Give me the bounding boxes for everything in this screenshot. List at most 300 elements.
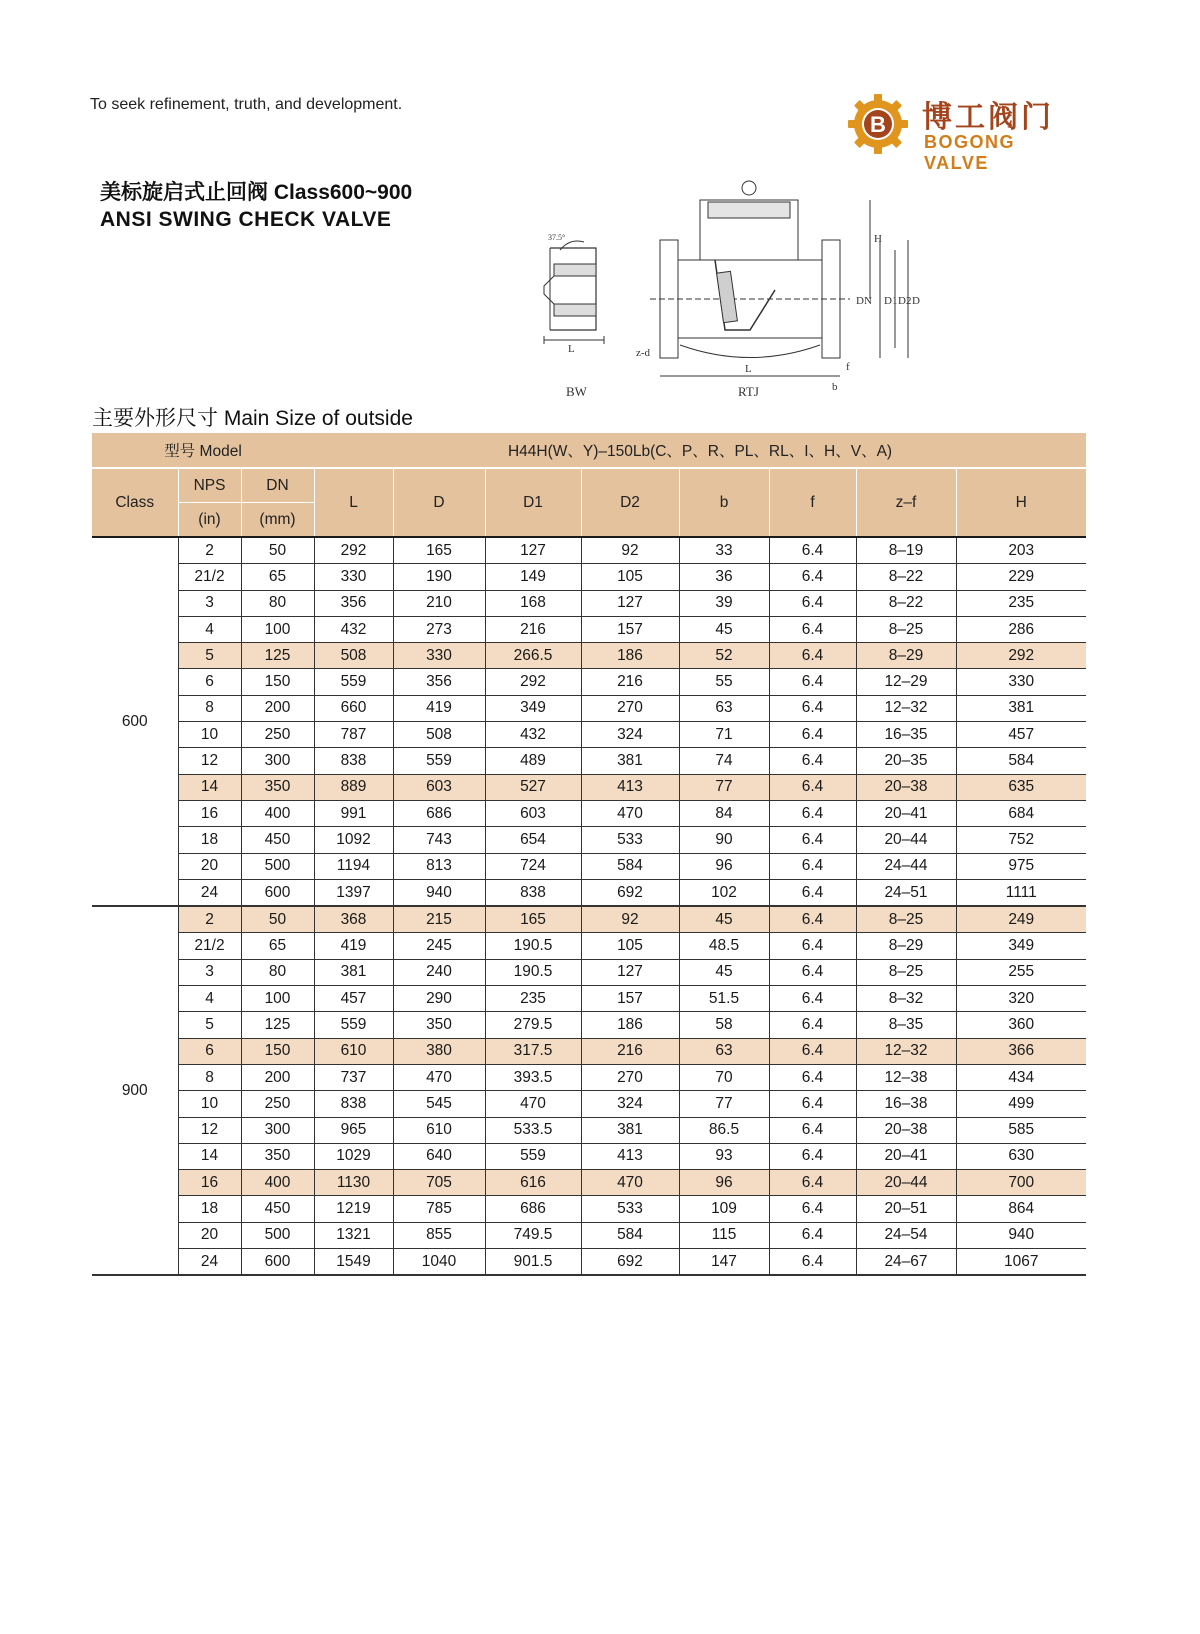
cell-f: 6.4 xyxy=(769,879,856,906)
cell-f: 6.4 xyxy=(769,774,856,800)
cell-b: 102 xyxy=(679,879,769,906)
cell-h: 330 xyxy=(956,669,1086,695)
cell-nps: 2 xyxy=(178,906,241,933)
cell-d1: 901.5 xyxy=(485,1249,581,1276)
cell-d: 419 xyxy=(393,695,485,721)
cell-b: 45 xyxy=(679,616,769,642)
cell-dn: 250 xyxy=(241,1091,314,1117)
cell-d: 470 xyxy=(393,1064,485,1090)
tagline: To seek refinement, truth, and development. xyxy=(90,96,403,113)
cell-dn: 150 xyxy=(241,669,314,695)
table-row xyxy=(92,774,1086,800)
cell-f: 6.4 xyxy=(769,1196,856,1222)
table-row xyxy=(92,590,1086,616)
cell-l: 965 xyxy=(314,1117,393,1143)
cell-b: 74 xyxy=(679,748,769,774)
cell-dn: 65 xyxy=(241,564,314,590)
cell-d1: 686 xyxy=(485,1196,581,1222)
cell-zf: 8–22 xyxy=(856,590,956,616)
cell-d2: 533 xyxy=(581,1196,679,1222)
col-header-f: f xyxy=(769,468,856,537)
cell-b: 86.5 xyxy=(679,1117,769,1143)
table-row xyxy=(92,1196,1086,1222)
model-value: H44H(W、Y)–150Lb(C、P、R、PL、RL、I、H、V、A) xyxy=(314,433,1086,468)
cell-d1: 165 xyxy=(485,906,581,933)
cell-d: 380 xyxy=(393,1038,485,1064)
cell-f: 6.4 xyxy=(769,933,856,959)
cell-d1: 266.5 xyxy=(485,643,581,669)
cell-l: 1130 xyxy=(314,1170,393,1196)
class-cell: 900 xyxy=(92,906,178,1275)
cell-f: 6.4 xyxy=(769,827,856,853)
cell-b: 63 xyxy=(679,1038,769,1064)
cell-dn: 80 xyxy=(241,959,314,985)
cell-zf: 24–51 xyxy=(856,879,956,906)
cell-f: 6.4 xyxy=(769,1249,856,1276)
cell-zf: 8–25 xyxy=(856,959,956,985)
cell-h: 975 xyxy=(956,853,1086,879)
cell-d: 855 xyxy=(393,1222,485,1248)
cell-d1: 168 xyxy=(485,590,581,616)
cell-zf: 20–38 xyxy=(856,1117,956,1143)
cell-b: 77 xyxy=(679,1091,769,1117)
table-row xyxy=(92,616,1086,642)
cell-b: 45 xyxy=(679,906,769,933)
cell-f: 6.4 xyxy=(769,643,856,669)
cell-dn: 150 xyxy=(241,1038,314,1064)
cell-d1: 654 xyxy=(485,827,581,853)
cell-d2: 584 xyxy=(581,1222,679,1248)
cell-d1: 279.5 xyxy=(485,1012,581,1038)
cell-d1: 724 xyxy=(485,853,581,879)
cell-zf: 8–32 xyxy=(856,986,956,1012)
table-row xyxy=(92,748,1086,774)
cell-nps: 24 xyxy=(178,879,241,906)
cell-l: 1194 xyxy=(314,853,393,879)
table-row xyxy=(92,800,1086,826)
brand-name-zh: 博工阀门 xyxy=(922,100,1054,135)
cell-d: 785 xyxy=(393,1196,485,1222)
cell-l: 381 xyxy=(314,959,393,985)
cell-nps: 21/2 xyxy=(178,564,241,590)
cell-d1: 127 xyxy=(485,537,581,564)
cell-h: 349 xyxy=(956,933,1086,959)
cell-nps: 18 xyxy=(178,827,241,853)
cell-l: 838 xyxy=(314,1091,393,1117)
cell-h: 320 xyxy=(956,986,1086,1012)
cell-l: 737 xyxy=(314,1064,393,1090)
cell-zf: 8–22 xyxy=(856,564,956,590)
cell-d2: 413 xyxy=(581,774,679,800)
cell-nps: 4 xyxy=(178,616,241,642)
brand-name-en: BOGONG VALVE xyxy=(924,132,1016,173)
cell-h: 752 xyxy=(956,827,1086,853)
cell-l: 1029 xyxy=(314,1143,393,1169)
drawing-label-l-rtj: L xyxy=(745,363,752,375)
cell-h: 381 xyxy=(956,695,1086,721)
cell-zf: 20–44 xyxy=(856,827,956,853)
cell-zf: 8–29 xyxy=(856,643,956,669)
cell-d1: 149 xyxy=(485,564,581,590)
cell-dn: 50 xyxy=(241,537,314,564)
section-title: 主要外形尺寸 Main Size of outside xyxy=(92,407,413,430)
table-row xyxy=(92,695,1086,721)
drawing-label-f: f xyxy=(846,361,850,373)
cell-f: 6.4 xyxy=(769,1117,856,1143)
col-header-dn-unit: (mm) xyxy=(241,503,314,538)
cell-nps: 10 xyxy=(178,1091,241,1117)
col-header-d2: D2 xyxy=(581,468,679,537)
cell-d2: 186 xyxy=(581,1012,679,1038)
cell-d2: 470 xyxy=(581,1170,679,1196)
cell-d1: 470 xyxy=(485,1091,581,1117)
cell-d: 559 xyxy=(393,748,485,774)
col-header-b: b xyxy=(679,468,769,537)
cell-h: 940 xyxy=(956,1222,1086,1248)
cell-d: 165 xyxy=(393,537,485,564)
cell-f: 6.4 xyxy=(769,722,856,748)
cell-d2: 216 xyxy=(581,1038,679,1064)
table-row xyxy=(92,933,1086,959)
cell-zf: 8–19 xyxy=(856,537,956,564)
cell-h: 366 xyxy=(956,1038,1086,1064)
cell-d1: 749.5 xyxy=(485,1222,581,1248)
cell-d: 705 xyxy=(393,1170,485,1196)
cell-b: 90 xyxy=(679,827,769,853)
cell-d2: 692 xyxy=(581,879,679,906)
cell-l: 330 xyxy=(314,564,393,590)
cell-b: 109 xyxy=(679,1196,769,1222)
cell-nps: 16 xyxy=(178,800,241,826)
col-header-nps: NPS xyxy=(178,468,241,503)
cell-nps: 20 xyxy=(178,853,241,879)
cell-d2: 584 xyxy=(581,853,679,879)
cell-nps: 20 xyxy=(178,1222,241,1248)
cell-dn: 200 xyxy=(241,1064,314,1090)
table-row xyxy=(92,1038,1086,1064)
drawing-label-zd: z-d xyxy=(636,347,651,359)
cell-zf: 20–41 xyxy=(856,800,956,826)
cell-h: 229 xyxy=(956,564,1086,590)
drawing-label-rtj: RTJ xyxy=(738,384,759,399)
cell-f: 6.4 xyxy=(769,590,856,616)
cell-d2: 127 xyxy=(581,590,679,616)
table-row xyxy=(92,1012,1086,1038)
cell-dn: 500 xyxy=(241,853,314,879)
cell-d1: 393.5 xyxy=(485,1064,581,1090)
cell-d2: 413 xyxy=(581,1143,679,1169)
cell-d1: 559 xyxy=(485,1143,581,1169)
cell-nps: 12 xyxy=(178,1117,241,1143)
table-row xyxy=(92,564,1086,590)
cell-d2: 692 xyxy=(581,1249,679,1276)
cell-l: 432 xyxy=(314,616,393,642)
cell-zf: 24–67 xyxy=(856,1249,956,1276)
cell-l: 1321 xyxy=(314,1222,393,1248)
cell-d2: 105 xyxy=(581,933,679,959)
cell-b: 45 xyxy=(679,959,769,985)
cell-d: 508 xyxy=(393,722,485,748)
cell-f: 6.4 xyxy=(769,800,856,826)
cell-b: 39 xyxy=(679,590,769,616)
cell-f: 6.4 xyxy=(769,959,856,985)
cell-zf: 16–35 xyxy=(856,722,956,748)
cell-f: 6.4 xyxy=(769,853,856,879)
cell-nps: 18 xyxy=(178,1196,241,1222)
cell-l: 1219 xyxy=(314,1196,393,1222)
cell-h: 235 xyxy=(956,590,1086,616)
cell-nps: 3 xyxy=(178,590,241,616)
cell-d2: 324 xyxy=(581,722,679,748)
cell-d1: 190.5 xyxy=(485,933,581,959)
cell-h: 1067 xyxy=(956,1249,1086,1276)
drawing-label-dn: DN xyxy=(856,295,872,307)
cell-dn: 125 xyxy=(241,1012,314,1038)
cell-d2: 92 xyxy=(581,906,679,933)
cell-l: 1092 xyxy=(314,827,393,853)
cell-dn: 50 xyxy=(241,906,314,933)
cell-h: 585 xyxy=(956,1117,1086,1143)
cell-dn: 300 xyxy=(241,748,314,774)
cell-l: 356 xyxy=(314,590,393,616)
drawing-label-d1: D1 xyxy=(884,295,898,307)
cell-l: 508 xyxy=(314,643,393,669)
cell-f: 6.4 xyxy=(769,695,856,721)
cell-d: 686 xyxy=(393,800,485,826)
cell-h: 249 xyxy=(956,906,1086,933)
cell-dn: 350 xyxy=(241,774,314,800)
main-size-table xyxy=(92,433,1086,1276)
table-row xyxy=(92,643,1086,669)
table-row xyxy=(92,1064,1086,1090)
cell-d1: 317.5 xyxy=(485,1038,581,1064)
col-header-h: H xyxy=(956,468,1086,537)
cell-nps: 8 xyxy=(178,695,241,721)
cell-h: 499 xyxy=(956,1091,1086,1117)
cell-l: 838 xyxy=(314,748,393,774)
col-header-class: Class xyxy=(92,468,178,537)
drawing-label-bw: BW xyxy=(566,384,587,399)
cell-b: 63 xyxy=(679,695,769,721)
cell-d2: 270 xyxy=(581,695,679,721)
cell-nps: 14 xyxy=(178,1143,241,1169)
cell-d: 813 xyxy=(393,853,485,879)
table-row xyxy=(92,1091,1086,1117)
drawing-label-angle: 37.5° xyxy=(548,233,566,242)
cell-d1: 489 xyxy=(485,748,581,774)
cell-b: 48.5 xyxy=(679,933,769,959)
cell-b: 96 xyxy=(679,853,769,879)
cell-l: 1549 xyxy=(314,1249,393,1276)
cell-d1: 527 xyxy=(485,774,581,800)
cell-f: 6.4 xyxy=(769,1143,856,1169)
cell-b: 71 xyxy=(679,722,769,748)
cell-b: 77 xyxy=(679,774,769,800)
cell-d: 350 xyxy=(393,1012,485,1038)
cell-nps: 12 xyxy=(178,748,241,774)
cell-h: 292 xyxy=(956,643,1086,669)
cell-d2: 157 xyxy=(581,986,679,1012)
cell-h: 864 xyxy=(956,1196,1086,1222)
cell-d1: 190.5 xyxy=(485,959,581,985)
cell-h: 630 xyxy=(956,1143,1086,1169)
cell-dn: 125 xyxy=(241,643,314,669)
table-row xyxy=(92,669,1086,695)
cell-nps: 5 xyxy=(178,1012,241,1038)
cell-dn: 350 xyxy=(241,1143,314,1169)
cell-nps: 3 xyxy=(178,959,241,985)
cell-b: 55 xyxy=(679,669,769,695)
drawing-label-d2: D2 xyxy=(898,295,912,307)
cell-d: 940 xyxy=(393,879,485,906)
cell-f: 6.4 xyxy=(769,564,856,590)
cell-d2: 216 xyxy=(581,669,679,695)
cell-zf: 12–32 xyxy=(856,1038,956,1064)
cell-d: 640 xyxy=(393,1143,485,1169)
cell-l: 660 xyxy=(314,695,393,721)
cell-d1: 292 xyxy=(485,669,581,695)
cell-f: 6.4 xyxy=(769,537,856,564)
cell-dn: 200 xyxy=(241,695,314,721)
cell-zf: 12–38 xyxy=(856,1064,956,1090)
cell-f: 6.4 xyxy=(769,1091,856,1117)
cell-b: 58 xyxy=(679,1012,769,1038)
cell-d1: 216 xyxy=(485,616,581,642)
cell-d1: 838 xyxy=(485,879,581,906)
cell-h: 684 xyxy=(956,800,1086,826)
cell-l: 610 xyxy=(314,1038,393,1064)
table-row xyxy=(92,879,1086,906)
cell-dn: 600 xyxy=(241,879,314,906)
cell-dn: 250 xyxy=(241,722,314,748)
product-title-en: ANSI SWING CHECK VALVE xyxy=(100,208,392,231)
cell-b: 93 xyxy=(679,1143,769,1169)
cell-h: 286 xyxy=(956,616,1086,642)
cell-dn: 100 xyxy=(241,616,314,642)
cell-h: 360 xyxy=(956,1012,1086,1038)
cell-dn: 65 xyxy=(241,933,314,959)
cell-l: 419 xyxy=(314,933,393,959)
cell-dn: 450 xyxy=(241,1196,314,1222)
cell-d: 610 xyxy=(393,1117,485,1143)
cell-b: 33 xyxy=(679,537,769,564)
cell-d2: 533 xyxy=(581,827,679,853)
cell-nps: 24 xyxy=(178,1249,241,1276)
cell-d: 330 xyxy=(393,643,485,669)
cell-d: 743 xyxy=(393,827,485,853)
cell-dn: 450 xyxy=(241,827,314,853)
table-row xyxy=(92,986,1086,1012)
cell-h: 584 xyxy=(956,748,1086,774)
cell-dn: 500 xyxy=(241,1222,314,1248)
cell-nps: 8 xyxy=(178,1064,241,1090)
cell-f: 6.4 xyxy=(769,616,856,642)
cell-nps: 16 xyxy=(178,1170,241,1196)
cell-h: 255 xyxy=(956,959,1086,985)
cell-nps: 10 xyxy=(178,722,241,748)
drawing-label-h: H xyxy=(874,233,882,245)
product-title-zh: 美标旋启式止回阀 Class600~900 xyxy=(100,181,413,204)
cell-l: 991 xyxy=(314,800,393,826)
cell-b: 36 xyxy=(679,564,769,590)
cell-d2: 127 xyxy=(581,959,679,985)
cell-h: 635 xyxy=(956,774,1086,800)
cell-d: 210 xyxy=(393,590,485,616)
cell-d: 290 xyxy=(393,986,485,1012)
cell-f: 6.4 xyxy=(769,906,856,933)
drawing-label-d: D xyxy=(912,295,920,307)
cell-b: 115 xyxy=(679,1222,769,1248)
cell-zf: 12–29 xyxy=(856,669,956,695)
cell-d2: 105 xyxy=(581,564,679,590)
table-row xyxy=(92,537,1086,564)
cell-zf: 20–35 xyxy=(856,748,956,774)
cell-zf: 16–38 xyxy=(856,1091,956,1117)
cell-zf: 8–25 xyxy=(856,616,956,642)
cell-d1: 533.5 xyxy=(485,1117,581,1143)
table-row xyxy=(92,906,1086,933)
cell-nps: 6 xyxy=(178,669,241,695)
cell-zf: 24–54 xyxy=(856,1222,956,1248)
cell-dn: 80 xyxy=(241,590,314,616)
cell-nps: 21/2 xyxy=(178,933,241,959)
cell-f: 6.4 xyxy=(769,1012,856,1038)
cell-h: 203 xyxy=(956,537,1086,564)
cell-d1: 349 xyxy=(485,695,581,721)
cell-dn: 600 xyxy=(241,1249,314,1276)
cell-f: 6.4 xyxy=(769,1222,856,1248)
table-row xyxy=(92,959,1086,985)
cell-b: 96 xyxy=(679,1170,769,1196)
cell-f: 6.4 xyxy=(769,669,856,695)
cell-b: 51.5 xyxy=(679,986,769,1012)
cell-zf: 20–44 xyxy=(856,1170,956,1196)
cell-l: 457 xyxy=(314,986,393,1012)
cell-d: 240 xyxy=(393,959,485,985)
table-row xyxy=(92,1170,1086,1196)
cell-f: 6.4 xyxy=(769,1038,856,1064)
cell-d2: 470 xyxy=(581,800,679,826)
cell-nps: 5 xyxy=(178,643,241,669)
table-row xyxy=(92,1143,1086,1169)
cell-f: 6.4 xyxy=(769,1170,856,1196)
cell-d: 545 xyxy=(393,1091,485,1117)
cell-zf: 8–29 xyxy=(856,933,956,959)
cell-d: 215 xyxy=(393,906,485,933)
cell-d2: 157 xyxy=(581,616,679,642)
cell-h: 700 xyxy=(956,1170,1086,1196)
model-label: 型号 Model xyxy=(92,433,314,468)
drawing-label-l-bw: L xyxy=(568,343,575,355)
cell-d: 1040 xyxy=(393,1249,485,1276)
cell-h: 457 xyxy=(956,722,1086,748)
cell-d: 190 xyxy=(393,564,485,590)
table-row xyxy=(92,1249,1086,1276)
valve-technical-drawing xyxy=(540,180,940,420)
cell-dn: 400 xyxy=(241,1170,314,1196)
cell-nps: 4 xyxy=(178,986,241,1012)
cell-f: 6.4 xyxy=(769,986,856,1012)
cell-d: 245 xyxy=(393,933,485,959)
cell-l: 1397 xyxy=(314,879,393,906)
col-header-dn: DN xyxy=(241,468,314,503)
cell-l: 889 xyxy=(314,774,393,800)
cell-d2: 324 xyxy=(581,1091,679,1117)
table-row xyxy=(92,853,1086,879)
class-cell: 600 xyxy=(92,537,178,906)
cell-d2: 270 xyxy=(581,1064,679,1090)
cell-dn: 300 xyxy=(241,1117,314,1143)
